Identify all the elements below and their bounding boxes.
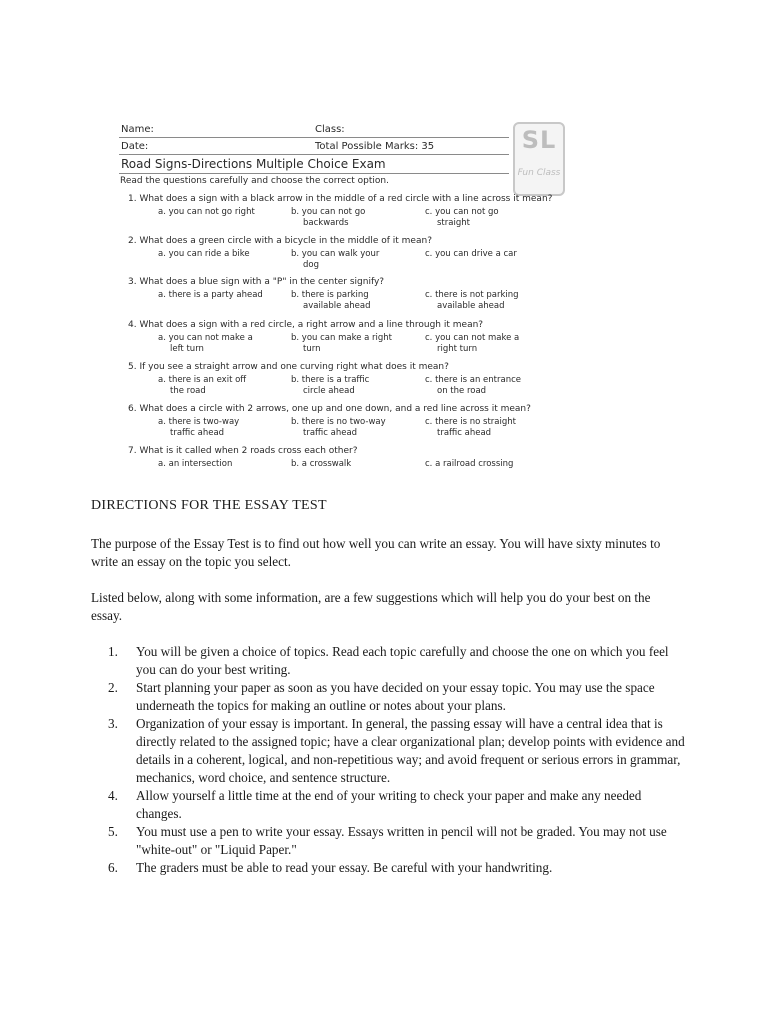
option-line: a. you can ride a bike [158, 249, 250, 259]
list-text: You will be given a choice of topics. Read each topic carefully and choose the one on which you feel you can do your best writing. [136, 644, 669, 677]
option-line: available ahead [437, 301, 505, 311]
option-line: backwards [303, 218, 349, 228]
suggestions-list [108, 643, 688, 877]
question-text: 1. What does a sign with a black arrow in the middle of a red circle with a line across it mean? [128, 194, 553, 204]
divider [119, 173, 509, 174]
option-a [158, 375, 246, 397]
option-line: a. there is two-way [158, 417, 240, 427]
list-item [108, 859, 688, 877]
option-line: b. you can not go [291, 207, 366, 217]
date-label: Date: [121, 141, 149, 152]
worksheet-instructions: Read the questions carefully and choose the correct option. [120, 176, 389, 186]
question-text: 5. If you see a straight arrow and one curving right what does it mean? [128, 362, 449, 372]
option-a [158, 333, 253, 355]
intro-paragraph: The purpose of the Essay Test is to find out how well you can write an essay. You will have sixty minutes to write an essay on the topic you select. [91, 536, 661, 569]
worksheet-image [115, 100, 593, 480]
option-line: a. there is a party ahead [158, 290, 263, 300]
option-line: c. you can drive a car [425, 249, 517, 259]
option-line: a. an intersection [158, 459, 233, 469]
list-text: Organization of your essay is important. In general, the passing essay will have a central idea that is directly related to the assigned topic; have a clear organizational plan; develop points with evidence and details in a coherent, logical, and non-repetitious way; and avoid frequent or serious errors in grammar, mechanics, word choice, and sentence structure. [136, 716, 685, 785]
option-a [158, 207, 255, 218]
option-line: c. there is no straight [425, 417, 516, 427]
option-line: circle ahead [303, 386, 355, 396]
option-c [425, 417, 516, 439]
list-number: 3. [108, 716, 118, 731]
option-line: turn [303, 344, 321, 354]
option-line: b. there is no two-way [291, 417, 386, 427]
option-line: c. a railroad crossing [425, 459, 514, 469]
option-c [425, 375, 521, 397]
option-line: right turn [437, 344, 478, 354]
option-line: c. you can not go [425, 207, 499, 217]
divider [119, 154, 509, 155]
option-b [291, 290, 371, 312]
question-text: 4. What does a sign with a red circle, a right arrow and a line through it mean? [128, 320, 484, 330]
directions-heading: DIRECTIONS FOR THE ESSAY TEST [91, 498, 327, 513]
option-b [291, 207, 365, 229]
option-c [425, 333, 519, 355]
option-line: a. you can not make a [158, 333, 253, 343]
option-line: left turn [170, 344, 204, 354]
option-line: dog [303, 260, 319, 270]
list-item [108, 715, 688, 787]
list-text: The graders must be able to read your essay. Be careful with your handwriting. [136, 860, 553, 875]
option-b [291, 333, 392, 355]
suggestions-paragraph: Listed below, along with some information, are a few suggestions which will help you do your best on the essay. [91, 590, 651, 623]
option-line: traffic ahead [303, 428, 358, 438]
list-item [108, 679, 688, 715]
option-a [158, 459, 232, 470]
list-item [108, 787, 688, 823]
list-number: 5. [108, 824, 118, 839]
list-number: 4. [108, 788, 118, 803]
name-label: Name: [121, 124, 154, 135]
option-line: b. you can make a right [291, 333, 393, 343]
class-label: Class: [315, 124, 345, 135]
list-number: 1. [108, 644, 118, 659]
option-line: a. you can not go right [158, 207, 255, 217]
list-item [108, 823, 688, 859]
option-c [425, 207, 499, 229]
list-text: You must use a pen to write your essay. Essays written in pencil will not be graded. You may not use "white-out" or "Liquid Paper." [136, 824, 667, 857]
option-line: c. there is not parking [425, 290, 519, 300]
esl-logo [513, 122, 565, 196]
option-line: b. you can walk your [291, 249, 380, 259]
list-text: Start planning your paper as soon as you have decided on your essay topic. You may use the space underneath the topics for making an outline or notes about your plans. [136, 680, 655, 713]
list-text: Allow yourself a little time at the end of your writing to check your paper and make any needed changes. [136, 788, 642, 821]
logo-text: SL [521, 126, 557, 154]
option-b [291, 375, 369, 397]
question-text: 7. What is it called when 2 roads cross each other? [128, 446, 358, 456]
option-line: traffic ahead [437, 428, 492, 438]
option-line: available ahead [303, 301, 371, 311]
marks-label: Total Possible Marks: 35 [315, 141, 435, 152]
question-text: 6. What does a circle with 2 arrows, one up and one down, and a red line across it mean? [128, 404, 531, 414]
option-line: the road [170, 386, 206, 396]
option-line: b. there is parking [291, 290, 369, 300]
list-number: 6. [108, 860, 118, 875]
question-text: 3. What does a blue sign with a "P" in the center signify? [128, 277, 385, 287]
option-b [291, 459, 351, 470]
option-line: straight [437, 218, 470, 228]
worksheet-title: Road Signs-Directions Multiple Choice Exam [121, 157, 386, 171]
option-line: a. there is an exit off [158, 375, 247, 385]
option-b [291, 417, 386, 439]
option-a [158, 417, 239, 439]
option-a [158, 290, 263, 301]
option-c [425, 290, 519, 312]
list-item [108, 643, 688, 679]
logo-subtext: Fun Class [517, 168, 561, 178]
option-line: c. you can not make a [425, 333, 520, 343]
image-edge-fade [115, 470, 593, 480]
option-c [425, 459, 513, 470]
question-text: 2. What does a green circle with a bicycle in the middle of it mean? [128, 236, 432, 246]
option-line: c. there is an entrance [425, 375, 521, 385]
option-b [291, 249, 379, 271]
option-line: b. there is a traffic [291, 375, 370, 385]
option-c [425, 249, 517, 260]
divider [119, 137, 509, 138]
option-line: traffic ahead [170, 428, 225, 438]
option-line: b. a crosswalk [291, 459, 352, 469]
option-line: on the road [437, 386, 487, 396]
list-number: 2. [108, 680, 118, 695]
option-a [158, 249, 250, 260]
